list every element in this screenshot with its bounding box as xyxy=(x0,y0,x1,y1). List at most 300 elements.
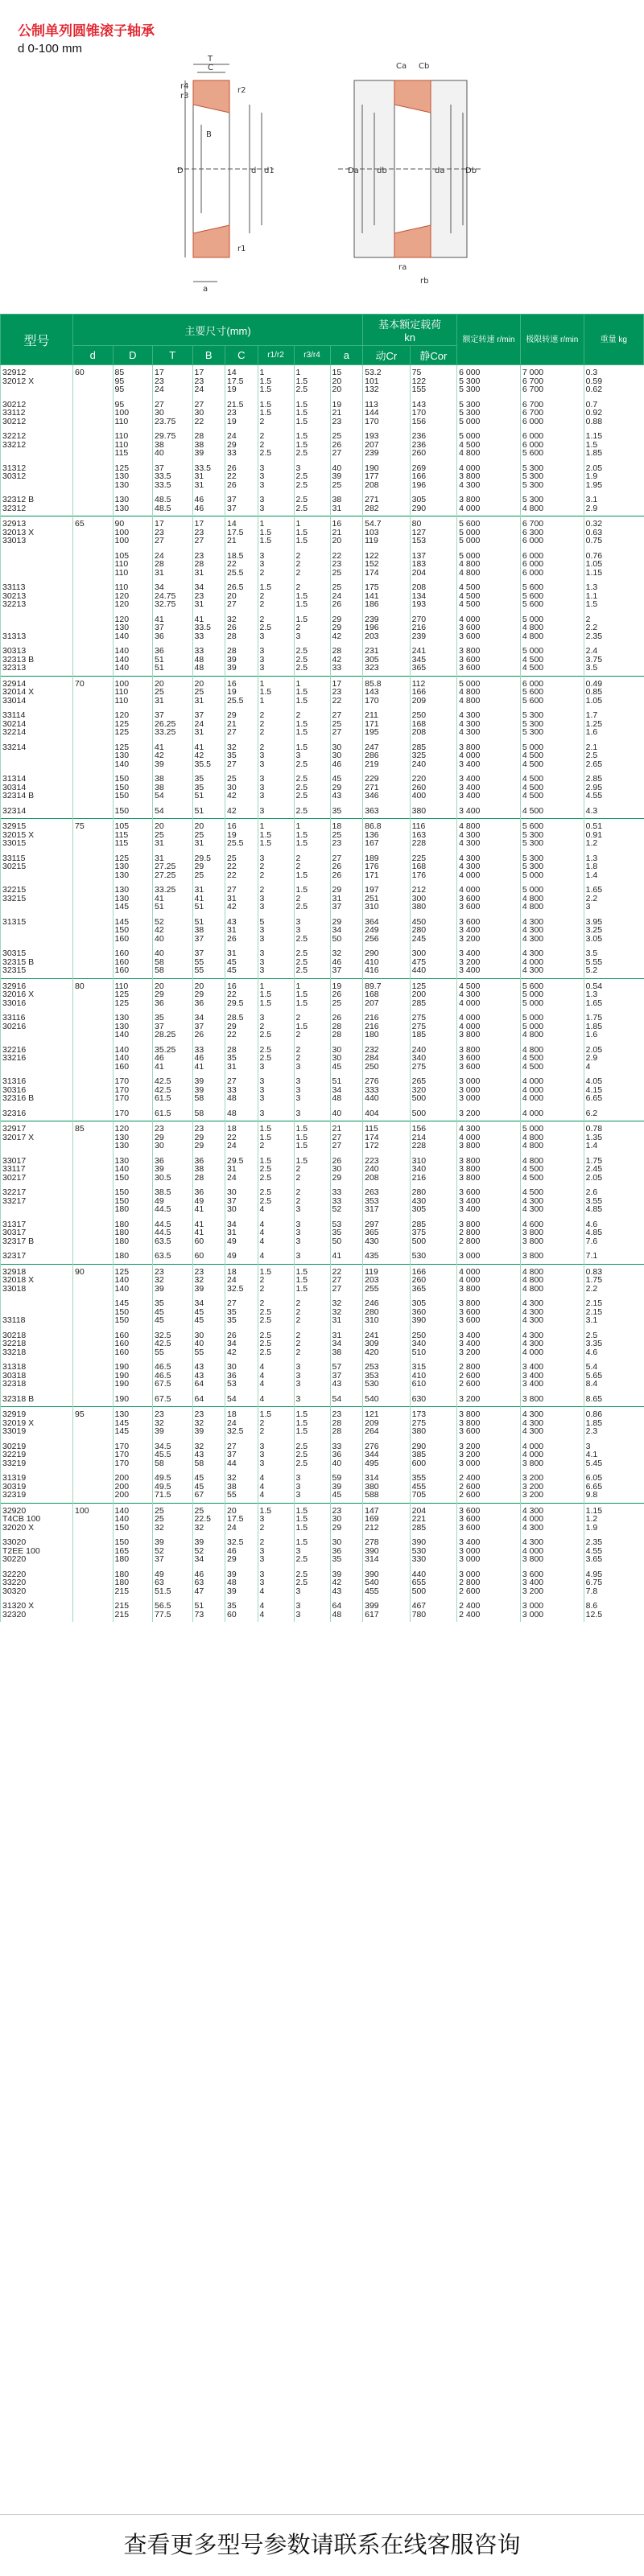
cell-D: 125 130 130 xyxy=(113,851,153,883)
cell-r3: 2.5 2.5 2.5 xyxy=(294,1439,330,1471)
cell-B: 32 43 58 xyxy=(192,1439,225,1471)
table-row xyxy=(1,1106,644,1121)
cell-T: 38 38 54 xyxy=(153,772,193,804)
table-row xyxy=(1,549,644,581)
cell-T: 23 32 39 xyxy=(153,1407,193,1439)
cell-r3: 2.5 2.5 2.5 xyxy=(294,772,330,804)
cell-T: 27 30 23.75 xyxy=(153,397,193,430)
cell-D: 170 170 170 xyxy=(113,1074,153,1106)
cell-r3: 2 1.5 1.5 xyxy=(294,708,330,740)
cell-cr: 115 174 172 xyxy=(363,1121,411,1154)
cell-C: 49 xyxy=(225,1249,258,1264)
cell-T: 63.5 xyxy=(153,1249,193,1264)
cell-B: 37 55 55 xyxy=(192,946,225,978)
cell-cr: 239 196 203 xyxy=(363,612,411,644)
cell-w: 2.05 1.9 1.95 xyxy=(584,461,643,493)
cell-a: 30 30 45 xyxy=(330,1043,363,1075)
cell-D: 150 xyxy=(113,804,153,819)
cell-r1: 2.5 2.5 3 xyxy=(258,1043,294,1075)
cell-m: 31320 X 32320 xyxy=(1,1599,73,1622)
cell-a: 18 25 23 xyxy=(330,819,363,851)
cell-m: 33017 33117 30217 xyxy=(1,1154,73,1186)
table-row xyxy=(1,1392,644,1407)
table-row xyxy=(1,819,644,851)
cell-cor: 250 168 208 xyxy=(410,708,457,740)
cell-n1: 3 800 3 600 3 600 xyxy=(457,1296,521,1328)
cell-T: 17 23 24 xyxy=(153,365,193,397)
cell-r3: 1.5 3 2.5 xyxy=(294,740,330,772)
cell-cr: 229 271 346 xyxy=(363,772,411,804)
cell-m: 32217 33217 xyxy=(1,1185,73,1217)
cell-n1: 3 800 3 600 3 600 xyxy=(457,1043,521,1075)
cell-cor: 285 325 240 xyxy=(410,740,457,772)
cell-cor: 225 168 176 xyxy=(410,851,457,883)
cell-n2: 6 000 5 600 5 600 xyxy=(520,676,584,708)
cell-C: 26.5 20 27 xyxy=(225,580,258,612)
cell-r1: 3 3 3 xyxy=(258,1439,294,1471)
cell-B: 17 23 27 xyxy=(192,516,225,549)
cell-T: 36 39 30.5 xyxy=(153,1154,193,1186)
cell-r3: 3 3 2.5 xyxy=(294,915,330,947)
cell-m: 32316 xyxy=(1,1106,73,1121)
cell-r1: 3 3 4 xyxy=(258,1567,294,1599)
cell-n2: 6 700 6 700 6 000 xyxy=(520,397,584,430)
cell-B: 45 45 67 xyxy=(192,1471,225,1503)
cell-n2: 6 000 6 000 5 600 xyxy=(520,429,584,461)
contact-footer: 查看更多型号参数请联系在线客服咨询 xyxy=(0,2514,644,2576)
header-limit-speed: 极限转速 r/min xyxy=(520,315,584,365)
cell-cor: 315 410 610 xyxy=(410,1360,457,1392)
cell-cor: 530 xyxy=(410,1249,457,1264)
cell-cor: 112 166 209 xyxy=(410,676,457,708)
cell-a: 19 21 23 xyxy=(330,397,363,430)
cell-r1: 4 4 xyxy=(258,1599,294,1622)
cell-B: 34 23 31 xyxy=(192,580,225,612)
cell-D: 215 215 xyxy=(113,1599,153,1622)
cell-a: 21 27 27 xyxy=(330,1121,363,1154)
cell-B: 39 52 34 xyxy=(192,1535,225,1567)
cell-r1: 1.5 2 2 xyxy=(258,580,294,612)
cell-n2: 4 800 4 500 4 500 xyxy=(520,1154,584,1186)
cell-T: 23 29 30 xyxy=(153,1121,193,1154)
cell-n1: 3 800 4 000 3 400 xyxy=(457,740,521,772)
cell-B: 46 46 xyxy=(192,492,225,516)
cell-r3: 1.5 1.5 1.5 xyxy=(294,1407,330,1439)
cell-m: 32915 32015 X 33015 xyxy=(1,819,73,851)
header-model: 型号 xyxy=(1,315,73,365)
cell-m: 32215 33215 xyxy=(1,883,73,915)
cell-a: 29 31 37 xyxy=(330,883,363,915)
table-row xyxy=(1,772,644,804)
cell-n2: 5 300 5 300 5 300 xyxy=(520,708,584,740)
cell-w: 2.15 2.15 3.1 xyxy=(584,1296,643,1328)
cell-r3: 1 1.5 1.5 xyxy=(294,819,330,851)
cell-B: 23 32 39 xyxy=(192,1407,225,1439)
cell-B: 36 49 41 xyxy=(192,1185,225,1217)
cell-cor: 305 360 390 xyxy=(410,1296,457,1328)
cell-C: 24 29 33 xyxy=(225,429,258,461)
cell-C: 31 45 45 xyxy=(225,946,258,978)
cell-n1: 2 400 2 600 2 600 xyxy=(457,1471,521,1503)
cell-n1: 5 000 4 800 4 800 xyxy=(457,676,521,708)
table-row xyxy=(1,708,644,740)
cell-C: 28.5 29 22 xyxy=(225,1010,258,1043)
cell-cor: 80 127 153 xyxy=(410,516,457,549)
cell-cor: 241 345 365 xyxy=(410,644,457,676)
header-C: C xyxy=(225,346,258,365)
cell-C: 39 48 39 xyxy=(225,1567,258,1599)
cell-m: 32912 32012 X xyxy=(1,365,73,397)
header-r3r4: r3/r4 xyxy=(294,346,330,365)
cell-C: 27 33 48 xyxy=(225,1074,258,1106)
header-r1r2: r1/r2 xyxy=(258,346,294,365)
cell-w: 1.65 2.2 3 xyxy=(584,883,643,915)
cell-C: 18 24 32.5 xyxy=(225,1407,258,1439)
cell-m: 31315 xyxy=(1,915,73,947)
cell-m: 32920 T4CB 100 32020 X xyxy=(1,1503,73,1535)
cell-w: 2 2.2 2.35 xyxy=(584,612,643,644)
cell-d xyxy=(73,1328,114,1360)
cell-d xyxy=(73,549,114,581)
cell-d xyxy=(73,740,114,772)
cell-a: 30 30 46 xyxy=(330,740,363,772)
cell-T: 56.5 77.5 xyxy=(153,1599,193,1622)
cell-m: 32919 32019 X 33019 xyxy=(1,1407,73,1439)
cell-m: 33118 xyxy=(1,1296,73,1328)
cell-cor: 220 260 400 xyxy=(410,772,457,804)
cell-n1: 3 800 4 000 xyxy=(457,492,521,516)
cell-n1: 2 400 2 400 xyxy=(457,1599,521,1622)
cell-D: 150 150 150 xyxy=(113,772,153,804)
cell-D: 140 140 140 xyxy=(113,644,153,676)
cell-a: 25 26 27 xyxy=(330,429,363,461)
cell-cor: 204 221 285 xyxy=(410,1503,457,1535)
cell-r3: 1 1.5 1.5 xyxy=(294,676,330,708)
table-row xyxy=(1,1328,644,1360)
cell-n2: 5 000 5 000 4 800 xyxy=(520,1010,584,1043)
cell-B: 33.5 31 31 xyxy=(192,461,225,493)
cell-n2: 4 300 4 300 4 300 xyxy=(520,1296,584,1328)
cell-d xyxy=(73,1185,114,1217)
cell-m: 31313 xyxy=(1,612,73,644)
page-title: 公制单列圆锥滚子轴承 xyxy=(18,23,155,39)
cell-T: 40 58 58 xyxy=(153,946,193,978)
cell-n2: 4 300 4 000 4 300 xyxy=(520,1503,584,1535)
cell-d xyxy=(73,429,114,461)
diagram-label: r1 xyxy=(237,245,246,253)
cell-r3: 2 2 3 xyxy=(294,1043,330,1075)
cell-w: 0.7 0.92 0.88 xyxy=(584,397,643,430)
cell-r1: 2 2 2.5 xyxy=(258,429,294,461)
cell-n1: 3 000 xyxy=(457,1249,521,1264)
header-a: a xyxy=(330,346,363,365)
cell-cr: 121 209 264 xyxy=(363,1407,411,1439)
cell-n1: 3 800 2 800 2 800 xyxy=(457,1217,521,1249)
diagram-label: r2 xyxy=(237,86,246,95)
cell-d xyxy=(73,1154,114,1186)
table-row xyxy=(1,397,644,430)
cell-cor: 143 170 156 xyxy=(410,397,457,430)
cell-d xyxy=(73,1010,114,1043)
cell-n2: 4 800 4 500 4 500 xyxy=(520,1043,584,1075)
cell-C: 30 36 53 xyxy=(225,1360,258,1392)
cell-d xyxy=(73,804,114,819)
cell-m: 30212 33112 30212 xyxy=(1,397,73,430)
cell-cr: 54.7 103 119 xyxy=(363,516,411,549)
cell-n2: 5 300 5 300 5 300 xyxy=(520,461,584,493)
cell-r1: 1.5 2 2 xyxy=(258,1264,294,1296)
cell-T: 42.5 42.5 61.5 xyxy=(153,1074,193,1106)
cell-cr: 232 284 250 xyxy=(363,1043,411,1075)
cell-d: 60 xyxy=(73,365,114,397)
table-row xyxy=(1,1471,644,1503)
cell-w: 0.86 1.85 2.3 xyxy=(584,1407,643,1439)
cell-r1: 2 2 2 xyxy=(258,708,294,740)
cell-m: 32917 32017 X xyxy=(1,1121,73,1154)
cell-cor: 390 530 330 xyxy=(410,1535,457,1567)
cell-a: 38 31 xyxy=(330,492,363,516)
cell-n2: 5 000 4 800 4 800 xyxy=(520,612,584,644)
cell-T: 25 25 32 xyxy=(153,1503,193,1535)
header-cor: 静Cor xyxy=(410,346,457,365)
cell-w: 1.15 1.2 1.9 xyxy=(584,1503,643,1535)
cell-d xyxy=(73,1249,114,1264)
cell-cor: 236 236 260 xyxy=(410,429,457,461)
cell-cor: 500 xyxy=(410,1106,457,1121)
cell-cr: 113 144 170 xyxy=(363,397,411,430)
cell-C: 18 22 24 xyxy=(225,1121,258,1154)
diagram-label: D xyxy=(177,167,184,175)
table-row xyxy=(1,1154,644,1186)
cell-a: 33 36 40 xyxy=(330,1439,363,1471)
cell-C: 27 37 44 xyxy=(225,1439,258,1471)
cell-d xyxy=(73,883,114,915)
cell-w: 1.15 1.5 1.85 xyxy=(584,429,643,461)
cell-D: 200 200 200 xyxy=(113,1471,153,1503)
table-row xyxy=(1,365,644,397)
cell-C: 26 34 42 xyxy=(225,1328,258,1360)
table-row xyxy=(1,1296,644,1328)
cell-cor: 125 200 285 xyxy=(410,978,457,1010)
cell-r1: 1.5 1.5 2 xyxy=(258,1121,294,1154)
bearing-section-diagram xyxy=(161,48,290,298)
cell-T: 37 33.5 33.5 xyxy=(153,461,193,493)
cell-B: 36 38 28 xyxy=(192,1154,225,1186)
cell-B: 58 xyxy=(192,1106,225,1121)
cell-d xyxy=(73,492,114,516)
cell-n2: 3 200 3 200 3 200 xyxy=(520,1471,584,1503)
cell-a: 32 32 31 xyxy=(330,1296,363,1328)
cell-n2: 5 300 5 300 5 000 xyxy=(520,851,584,883)
cell-r3: 1.5 1.5 2.5 xyxy=(294,429,330,461)
table-row xyxy=(1,978,644,1010)
cell-D: 170 xyxy=(113,1106,153,1121)
header-load-title: 基本额定载荷 xyxy=(378,319,442,331)
cell-r1: 2.5 2.5 2.5 xyxy=(258,1328,294,1360)
cell-m: 31314 30314 32314 B xyxy=(1,772,73,804)
diagram-label: B xyxy=(206,130,212,139)
cell-T: 67.5 xyxy=(153,1392,193,1407)
cell-cr: 189 176 171 xyxy=(363,851,411,883)
mounting-dimensions-diagram xyxy=(330,48,491,298)
cell-T: 31 27.25 27.25 xyxy=(153,851,193,883)
cell-n1: 3 400 3 400 3 400 xyxy=(457,772,521,804)
cell-T: 41 37 36 xyxy=(153,612,193,644)
cell-r1: 2.5 2.5 4 xyxy=(258,1185,294,1217)
cell-n2: 4 300 4 300 4 000 xyxy=(520,1328,584,1360)
cell-cr: 241 309 420 xyxy=(363,1328,411,1360)
cell-a: 30 36 35 xyxy=(330,1535,363,1567)
cell-w: 0.3 0.59 0.62 xyxy=(584,365,643,397)
cell-d xyxy=(73,1074,114,1106)
cell-n2: 4 300 4 300 4 300 xyxy=(520,915,584,947)
cell-cr: 404 xyxy=(363,1106,411,1121)
cell-n2: 6 700 6 300 6 000 xyxy=(520,516,584,549)
cell-w: 1.7 1.25 1.6 xyxy=(584,708,643,740)
cell-B: 37 24 31 xyxy=(192,708,225,740)
cell-d xyxy=(73,1439,114,1471)
cell-B: 51 38 37 xyxy=(192,915,225,947)
cell-a: 19 26 25 xyxy=(330,978,363,1010)
cell-T: 48.5 48.5 xyxy=(153,492,193,516)
cell-n1: 3 600 3 600 3 600 xyxy=(457,1503,521,1535)
cell-r3: 2 2 2 xyxy=(294,1328,330,1360)
cell-D: 190 xyxy=(113,1392,153,1407)
diagram-label: Ca xyxy=(396,62,407,71)
cell-a: 45 29 43 xyxy=(330,772,363,804)
cell-r1: 1 1.5 1 xyxy=(258,676,294,708)
cell-cr: 85.8 143 170 xyxy=(363,676,411,708)
table-row xyxy=(1,429,644,461)
cell-a: 29 34 50 xyxy=(330,915,363,947)
cell-cor: 212 300 380 xyxy=(410,883,457,915)
cell-n2: 5 600 5 000 5 000 xyxy=(520,978,584,1010)
cell-D: 100 110 110 xyxy=(113,676,153,708)
cell-d xyxy=(73,1360,114,1392)
cell-n2: 3 400 3 400 3 400 xyxy=(520,1360,584,1392)
cell-cr: 271 282 xyxy=(363,492,411,516)
cell-m: 32216 33216 xyxy=(1,1043,73,1075)
cell-cor: 270 216 239 xyxy=(410,612,457,644)
cell-a: 28 42 33 xyxy=(330,644,363,676)
cell-a: 17 23 22 xyxy=(330,676,363,708)
cell-r1: 5 3 3 xyxy=(258,915,294,947)
cell-a: 57 37 43 xyxy=(330,1360,363,1392)
table-row xyxy=(1,740,644,772)
cell-m: 32312 B 32312 xyxy=(1,492,73,516)
table-row xyxy=(1,461,644,493)
cell-n1: 3 600 3 400 3 200 xyxy=(457,915,521,947)
cell-a: 41 xyxy=(330,1249,363,1264)
cell-cr: 290 410 416 xyxy=(363,946,411,978)
cell-d xyxy=(73,1392,114,1407)
cell-n1: 4 500 4 300 4 000 xyxy=(457,978,521,1010)
cell-w: 0.78 1.35 1.4 xyxy=(584,1121,643,1154)
cell-m: 31317 30317 32317 B xyxy=(1,1217,73,1249)
cell-B: 23 28 31 xyxy=(192,549,225,581)
cell-w: 0.76 1.05 1.15 xyxy=(584,549,643,581)
cell-C: 16 22 29.5 xyxy=(225,978,258,1010)
cell-r1: 3 xyxy=(258,804,294,819)
cell-r3: 1.5 1.5 1.5 xyxy=(294,1264,330,1296)
cell-r1: 3 2 2.5 xyxy=(258,1010,294,1043)
cell-n1: 3 400 3 200 3 400 xyxy=(457,946,521,978)
cell-n2: 4 500 xyxy=(520,804,584,819)
cell-w: 1.3 1.8 1.4 xyxy=(584,851,643,883)
diagram-label: da xyxy=(435,167,445,175)
cell-m: 32317 xyxy=(1,1249,73,1264)
cell-n2: 4 500 4 500 4 500 xyxy=(520,772,584,804)
cell-B: 41 41 60 xyxy=(192,1217,225,1249)
cell-d xyxy=(73,772,114,804)
cell-d xyxy=(73,612,114,644)
cell-B: 34 45 45 xyxy=(192,1296,225,1328)
cell-a: 27 25 27 xyxy=(330,708,363,740)
cell-cr: 314 380 588 xyxy=(363,1471,411,1503)
cell-cor: 300 475 440 xyxy=(410,946,457,978)
cell-D: 90 100 100 xyxy=(113,516,153,549)
cell-r3: 2 2 3 xyxy=(294,1185,330,1217)
diagram-label: r3 xyxy=(180,92,189,101)
cell-cor: 355 455 705 xyxy=(410,1471,457,1503)
cell-cor: 240 340 275 xyxy=(410,1043,457,1075)
cell-r3: 1.5 1.5 1.5 xyxy=(294,1503,330,1535)
cell-B: 17 23 24 xyxy=(192,365,225,397)
table-row xyxy=(1,804,644,819)
cell-C: 26 22 26 xyxy=(225,461,258,493)
cell-cor: 173 275 380 xyxy=(410,1407,457,1439)
cell-C: 30 37 30 xyxy=(225,1185,258,1217)
cell-a: 31 34 38 xyxy=(330,1328,363,1360)
cell-cr: 276 333 440 xyxy=(363,1074,411,1106)
cell-n2: 3 800 xyxy=(520,1249,584,1264)
cell-B: 51 73 xyxy=(192,1599,225,1622)
cell-r1: 1.5 3 2 xyxy=(258,1503,294,1535)
cell-n1: 3 800 3 800 3 600 xyxy=(457,1407,521,1439)
cell-B: 33 48 48 xyxy=(192,644,225,676)
table-row xyxy=(1,676,644,708)
cell-d: 95 xyxy=(73,1407,114,1439)
cell-n2: 7 000 6 700 6 700 xyxy=(520,365,584,397)
cell-cor: 75 122 155 xyxy=(410,365,457,397)
cell-cr: 231 305 323 xyxy=(363,644,411,676)
cell-D: 105 110 110 xyxy=(113,549,153,581)
cell-n1: 5 000 4 800 4 800 xyxy=(457,549,521,581)
cell-n1: 6 000 5 300 5 300 xyxy=(457,365,521,397)
cell-cor: 269 166 196 xyxy=(410,461,457,493)
cell-cr: 175 141 186 xyxy=(363,580,411,612)
cell-w: 1.3 1.1 1.5 xyxy=(584,580,643,612)
cell-B: 60 xyxy=(192,1249,225,1264)
table-row xyxy=(1,1360,644,1392)
cell-m: 33114 30214 32214 xyxy=(1,708,73,740)
cell-n2: 3 600 3 400 3 200 xyxy=(520,1567,584,1599)
cell-m: 32212 33212 xyxy=(1,429,73,461)
cell-D: 125 130 130 xyxy=(113,461,153,493)
cell-C: 29.5 31 24 xyxy=(225,1154,258,1186)
cell-w: 6.2 xyxy=(584,1106,643,1121)
cell-m: 33214 xyxy=(1,740,73,772)
cell-D: 130 130 140 xyxy=(113,1010,153,1043)
cell-cr: 278 390 314 xyxy=(363,1535,411,1567)
cell-r1: 2 3 3 xyxy=(258,1535,294,1567)
cell-cor: 630 xyxy=(410,1392,457,1407)
cell-a: 22 23 25 xyxy=(330,549,363,581)
cell-cor: 290 385 600 xyxy=(410,1439,457,1471)
cell-C: 42 xyxy=(225,804,258,819)
table-row xyxy=(1,492,644,516)
cell-cor: 280 430 305 xyxy=(410,1185,457,1217)
